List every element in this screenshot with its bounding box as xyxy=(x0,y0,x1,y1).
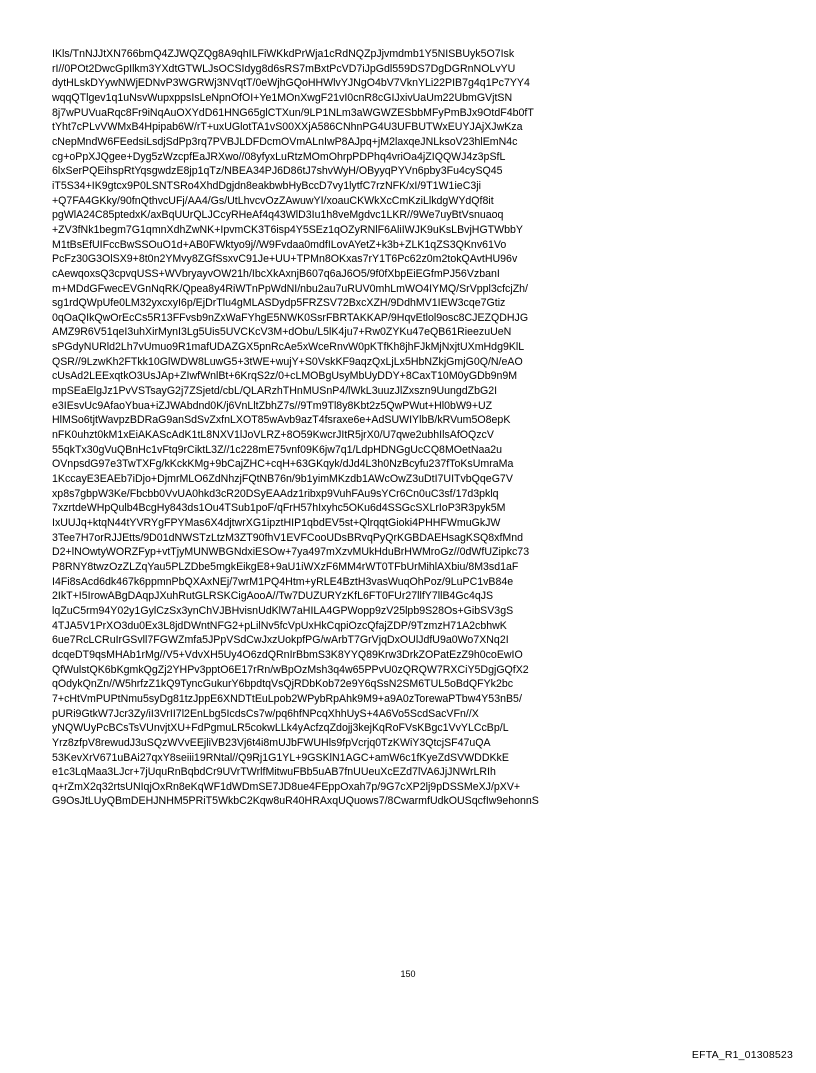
encoded-text-line: cNepMndW6FEedsiLsdjSdPp3rq7PVBJLDFDcmOVmALnIwP8AJpq+jM2laxqeJNLksoV23hlEmN4c xyxy=(52,135,518,148)
encoded-text-line: 1KccayE3EAEb7iDjo+DjmrMLO6ZdNhzjFQtNB76n/9b1yimMKzdb1AWcOwZ3uDtI7UITvbQqeG7V xyxy=(52,473,513,486)
encoded-text-line: dcqeDT9qsMHAb1rMg//V5+VdvXH5Uy4O6zdQRnIrBbmS3K8YYQ89Krw3DrkZOPatEzZ9h0coEwIO xyxy=(52,648,523,661)
encoded-text-line: 7+cHtVmPUPtNmu5syDg81tzJppE6XNDTtEuLpob2WPybRpAhk9M9+a9A0zTorewaPTbw4Y53nB5/ xyxy=(52,692,522,705)
encoded-text-line: D2+lNOwtyWORZFyp+vtTjyMUNWBGNdxiESOw+7ya497mXzvMUkHduBrHWMroGz//0dWfUZipkc73 xyxy=(52,546,530,559)
encoded-text-line: 0qOaQIkQwOrEcCs5R13FFvsb9nZxWaFYhgE5NWK0SsrFBRTAKKAP/9HqvEtlol9osc8CJEZQDHJG xyxy=(52,311,529,324)
encoded-text-line: qOdykQnZn//W5hrfzZ1kQ9TyncGukurY6bpdtqVsQjRDbKob72e9Y6qSsN2SM6TUL5oBdQFYk2bc xyxy=(52,678,514,691)
encoded-text-line: 53KevXrV671uBAi27qxY8seiii19RNtal//Q9Rj1G1YL+9GSKlN1AGC+amW6c1fKyeZdSVWDDKkE xyxy=(52,751,509,764)
encoded-text-line: QfWulstQK6bKgmkQgZj2YHPv3pptO6E17rRn/wBpOzMsh3q4w65PPvU0zQRQW7RXCiY5DgjGQfX2 xyxy=(52,663,529,676)
encoded-text-line: I4Fi8sAcd6dk467k6ppmnPbQXAxNEj/7wrM1PQ4Htm+yRLE4BztH3vasWuqOhPoz/9LuPC1vB84e xyxy=(52,575,514,588)
document-id-stamp: EFTA_R1_01308523 xyxy=(691,1049,793,1061)
encoded-text-line: sPGdyNURld2Lh7vUmuo9R1mafUDAZGX5pnRcAe5xWceRnvW0pKTfKh8jhFJkMjNxjtUXmHdg9KlL xyxy=(52,341,525,354)
encoded-text-line: 3Tee7H7orRJJEtts/9D01dNWSTzLtzM3ZT90fhV1EVFCooUDsBRvqPyQrKGBDAEHsagKSQ8xfMnd xyxy=(52,531,523,544)
encoded-text-line: tYht7cPLvVWMxB4Hpipab6W/rT+uxUGlotTA1vS00XXjA586CNhnPG4U3UFBUTWxEUYJAjXJwKza xyxy=(52,121,523,134)
encoded-text-line: e1c3LqMaa3LJcr+7jUquRnBqbdCr9UVrTWrlfMitwuFBb5uAB7fnUUeuXcEZd7lVA6JjJNWrLRIh xyxy=(52,766,496,779)
encoded-text-line: IxUUJq+ktqN44tYVRYgFPYMas6X4djtwrXG1ipztHIP1qbdEV5st+QlrqqtGioki4PHHFWmuGkJW xyxy=(52,517,501,529)
encoded-text-line: mpSEaElgJz1PvVSTsayG2j7ZSjetd/cbL/QLARzhTHnMUSnP4/lWkL3uuzJlZxszn9UungdZbG2I xyxy=(52,385,498,398)
encoded-text-line: yNQWUyPcBCsTsVUnvjtXU+FdPgmuLR5cokwLLk4yAcfzqZdojj3kejKqRoFVsKBgc1VvYLCcBp/L xyxy=(52,722,509,735)
encoded-text-line: cAewqoxsQ3cpvqUSS+WVbryayvOW21h/IbcXkAxnjB607q6aJ6O5/9f0fXbpEiEGfmPJ56VzbanI xyxy=(52,267,500,280)
encoded-text-line: IKls/TnNJJtXN766bmQ4ZJWQZQg8A9qhILFiWKkdPrWja1cRdNQZpJjvmdmb1Y5NISBUyk5O7Isk xyxy=(52,48,515,60)
encoded-text-line: G9OsJtLUyQBmDEHJNHM5PRiT5WkbC2Kqw8uR40HRAxqUQuows7/8CwarmfUdkOUSqcfIw9ehonnS xyxy=(52,795,539,808)
encoded-text-line: dytHLskDYywNWjEDNvP3WGRWj3NVqtT/0eWjhGQoHHWlvYJNgO4bV7VknYLi22PIB7g4q1Pc7YY4 xyxy=(52,77,530,90)
encoded-text-line: rI//0POt2DwcGpIlkm3YXdtGTWLJsOCSIdyg8d6sRS7mBxtPcVD7iJpGdl559DS7DgDGRnNOLvYU xyxy=(52,62,516,75)
encoded-text-line: sg1rdQWpUfe0LM32yxcxyI6p/EjDrTlu4gMLASDydp5FRZSV72BxcXZH/9DdhMV1IEW3cqe7Gtiz xyxy=(52,297,506,310)
page-number: 150 xyxy=(400,969,416,979)
encoded-text-line: m+MDdGFwecEVGnNqRK/Qpea8y4RiWTnPpWdNI/nbu2au7uRUV0mhLmWO4IYMQ/SrVppl3cfcjZh/ xyxy=(52,282,528,295)
encoded-text-line: AMZ9R6V51qeI3uhXirMynI3Lg5Uis5UVCKcV3M+dObu/L5lK4ju7+Rw0ZYKu47eQB61RieezuUeN xyxy=(52,326,512,339)
encoded-text-line: pgWlA24C85ptedxK/axBqUUrQLJCcyRHeAf4q43WlD3Iu1h8veMgdvc1LKR//9We7uyBtVsnuaoq xyxy=(52,209,504,222)
encoded-text-line: HlMSo6tjtWavpzBDRaG9anSdSvZxfnLXOT85wAvb9azT4fsraxe6e+AdSUWIYlbB/kRVum5O8epK xyxy=(52,414,511,427)
encoded-text-line: +ZV3fNk1begm7G1qmnXdhZwNK+IpvmCK3T6isp4Y5SEz1qOZyRNlF6AliIWJK9uKsLBvjHGTWbbY xyxy=(52,223,524,236)
encoded-text-line: P8RNY8twzOzZLZqYau5PLZDbe5mgkEikgE8+9aU1iWXzF6MM4rWT0TFbUrMihlAXbiu/8M3sd1aF xyxy=(52,560,519,573)
encoded-text-block xyxy=(52,47,752,809)
encoded-text-line: e3IEsvUc9AfaoYbua+iZJWAbdnd0K/j6VnLltZbhZ7s//9Tm9Tl8y8Kbt2z5QwPWut+Hl0bW9+UZ xyxy=(52,399,493,412)
encoded-text-line: +Q7FA4GKky/90fnQthvcUFj/AA4/Gs/UtLhvcvOzZAwuwYI/xoauCKWkXcCmKziLlkdgWYdQf8it xyxy=(52,194,494,207)
encoded-text-line: pURi9GtkW7Jcr3Zy/iI3VrII7l2EnLbg5IcdsCs7w/pq6hfNPcqXhhUyS+4A6Vo5ScdSacVFn//X xyxy=(52,707,479,720)
encoded-text-line: xp8s7gbpW3Ke/Fbcbb0VvUA0hkd3cR20DSyEAAdz1ribxp9VuhFAu9sYCr6Cn0uC3sf/17d3pklq xyxy=(52,487,499,500)
encoded-text-line: 2IkT+I5IrowABgDAqpJXuhRutGLRSKCigAooA//Tw7DUZURYzKfL6FT0FUr27llfY7llB4Gc4qJS xyxy=(52,590,494,603)
encoded-text-line: OVnpsdG97e3TwTXFg/kKckKMg+9bCajZHC+cqH+63GKqyk/dJd4L3h0NzBcyfu237fToKsUmraMa xyxy=(52,458,514,471)
encoded-text-line: cg+oPpXJQgee+Dyg5zWzcpfEaJRXwo//08yfyxLuRtzMOmOhrpPDPhq4vriOa4jZIQQWJ4z3pSfL xyxy=(52,150,506,163)
encoded-text-line: 7xzrtdeWHpQulb4BcgHy843ds1Ou4TSub1poF/qFrH57hIxyhc5OKu6d4SSGcSXLrIoP3R3pyk5M xyxy=(52,502,506,515)
encoded-text-line: Yrz8zfpV8rewudJ3uSQzWVvEEjliVB23Vj6t4i8mUJbFWUHls9fpVcrjq0TzKWiY3QtcjSF47uQA xyxy=(52,736,491,749)
encoded-text-line: q+rZmX2q32rtsUNIqjOxRn8eKqWF1dWDmSE7JD8ue4FEppOxah7p/9G7cXP2lj9pDSSMeXJ/pXV+ xyxy=(52,780,521,793)
encoded-text-line: 8j7wPUVuaRqc8Fr9iNqAuOXYdD61HNG65glCTXun/9LP1NLm3aWGWZESbbMFyPmBJx9OtdF4b0fT xyxy=(52,106,534,119)
encoded-text-line: iT5S34+IK9gtcx9P0LSNTSRo4XhdDgjdn8eakbwbHyBccD7vy1lytfC7rzNFK/xI/9T1W1ieC3ji xyxy=(52,179,481,192)
encoded-text-line: cUsAd2LEExqtkO3UsJAp+ZIwfWnlBt+6KrqS2z/0+cLMOBgUsyMbUyDDY+8CaxT10M0yGDb9n9M xyxy=(52,370,518,383)
encoded-text-line: 6lxSerPQEihspRtYqsgwdzE8jp1qTz/NBEA34PJ6D86tJ7shvWyH/OByyqPYVn6pby3Fu4cySQ45 xyxy=(52,165,503,178)
encoded-text-line: 4TJA5V1PrXO3du0Ex3L8jdDWntNFG2+pLilNv5fcVpUxHkCqpiOzcQfajZDP/9TzmzH71A2cbhwK xyxy=(52,619,507,632)
encoded-text-line: PcFz30G3OlSX9+8t0n2YMvy8ZGfSsxvC91Je+UU+TPMn8OKxas7rY1T6Pc62z0m2tokQAvtHU96v xyxy=(52,253,518,266)
encoded-text-line: 55qkTx30gVuQBnHc1vFtq9rCiktL3Z//1c228mE75vnf09K6jw7q1/LdpHDNGgUcCQ8MOetNaa2u xyxy=(52,443,503,456)
encoded-text-line: nFK0uhzt0kM1xEiAKAScAdK1tL8NXV1lJoVLRZ+8O59KwcrJItR5jrX0/U7qwe2ubhIlsAfOQzcV xyxy=(52,429,494,442)
encoded-text-line: 6ue7RcLCRuIrGSvll7FGWZmfa5JPpVSdCwJxzUokpfPG/wArbT7GrVjqDxOUlJdfU9a0Wo7XNq2I xyxy=(52,634,509,647)
encoded-text-line: wqqQTlgev1q1uNsvWupxppsIsLeNpnOfOI+Ye1MOnXwgF21vI0cnR8cGIJxivUaUm22UbmGVjtSN xyxy=(52,91,513,104)
encoded-text-line: QSR//9LzwKh2FTkk10GlWDW8LuwG5+3tWE+wujY+S0VskKF9aqzQxLjLx5HbNZkjGmjG0Q/N/eAO xyxy=(52,355,523,368)
encoded-text-line: lqZuC5rm94Y02y1GylCzSx3ynChVJBHvisnUdKlW7aHILA4GPWopp9zV25lpb9S28Os+GibSV3gS xyxy=(52,604,514,617)
encoded-text-line: M1tBsEfUIFccBwSSOuO1d+AB0FWktyo9j//W9Fvdaa0mdfILovAYetZ+k3b+ZLK1qZS3QKnv61Vo xyxy=(52,238,507,251)
